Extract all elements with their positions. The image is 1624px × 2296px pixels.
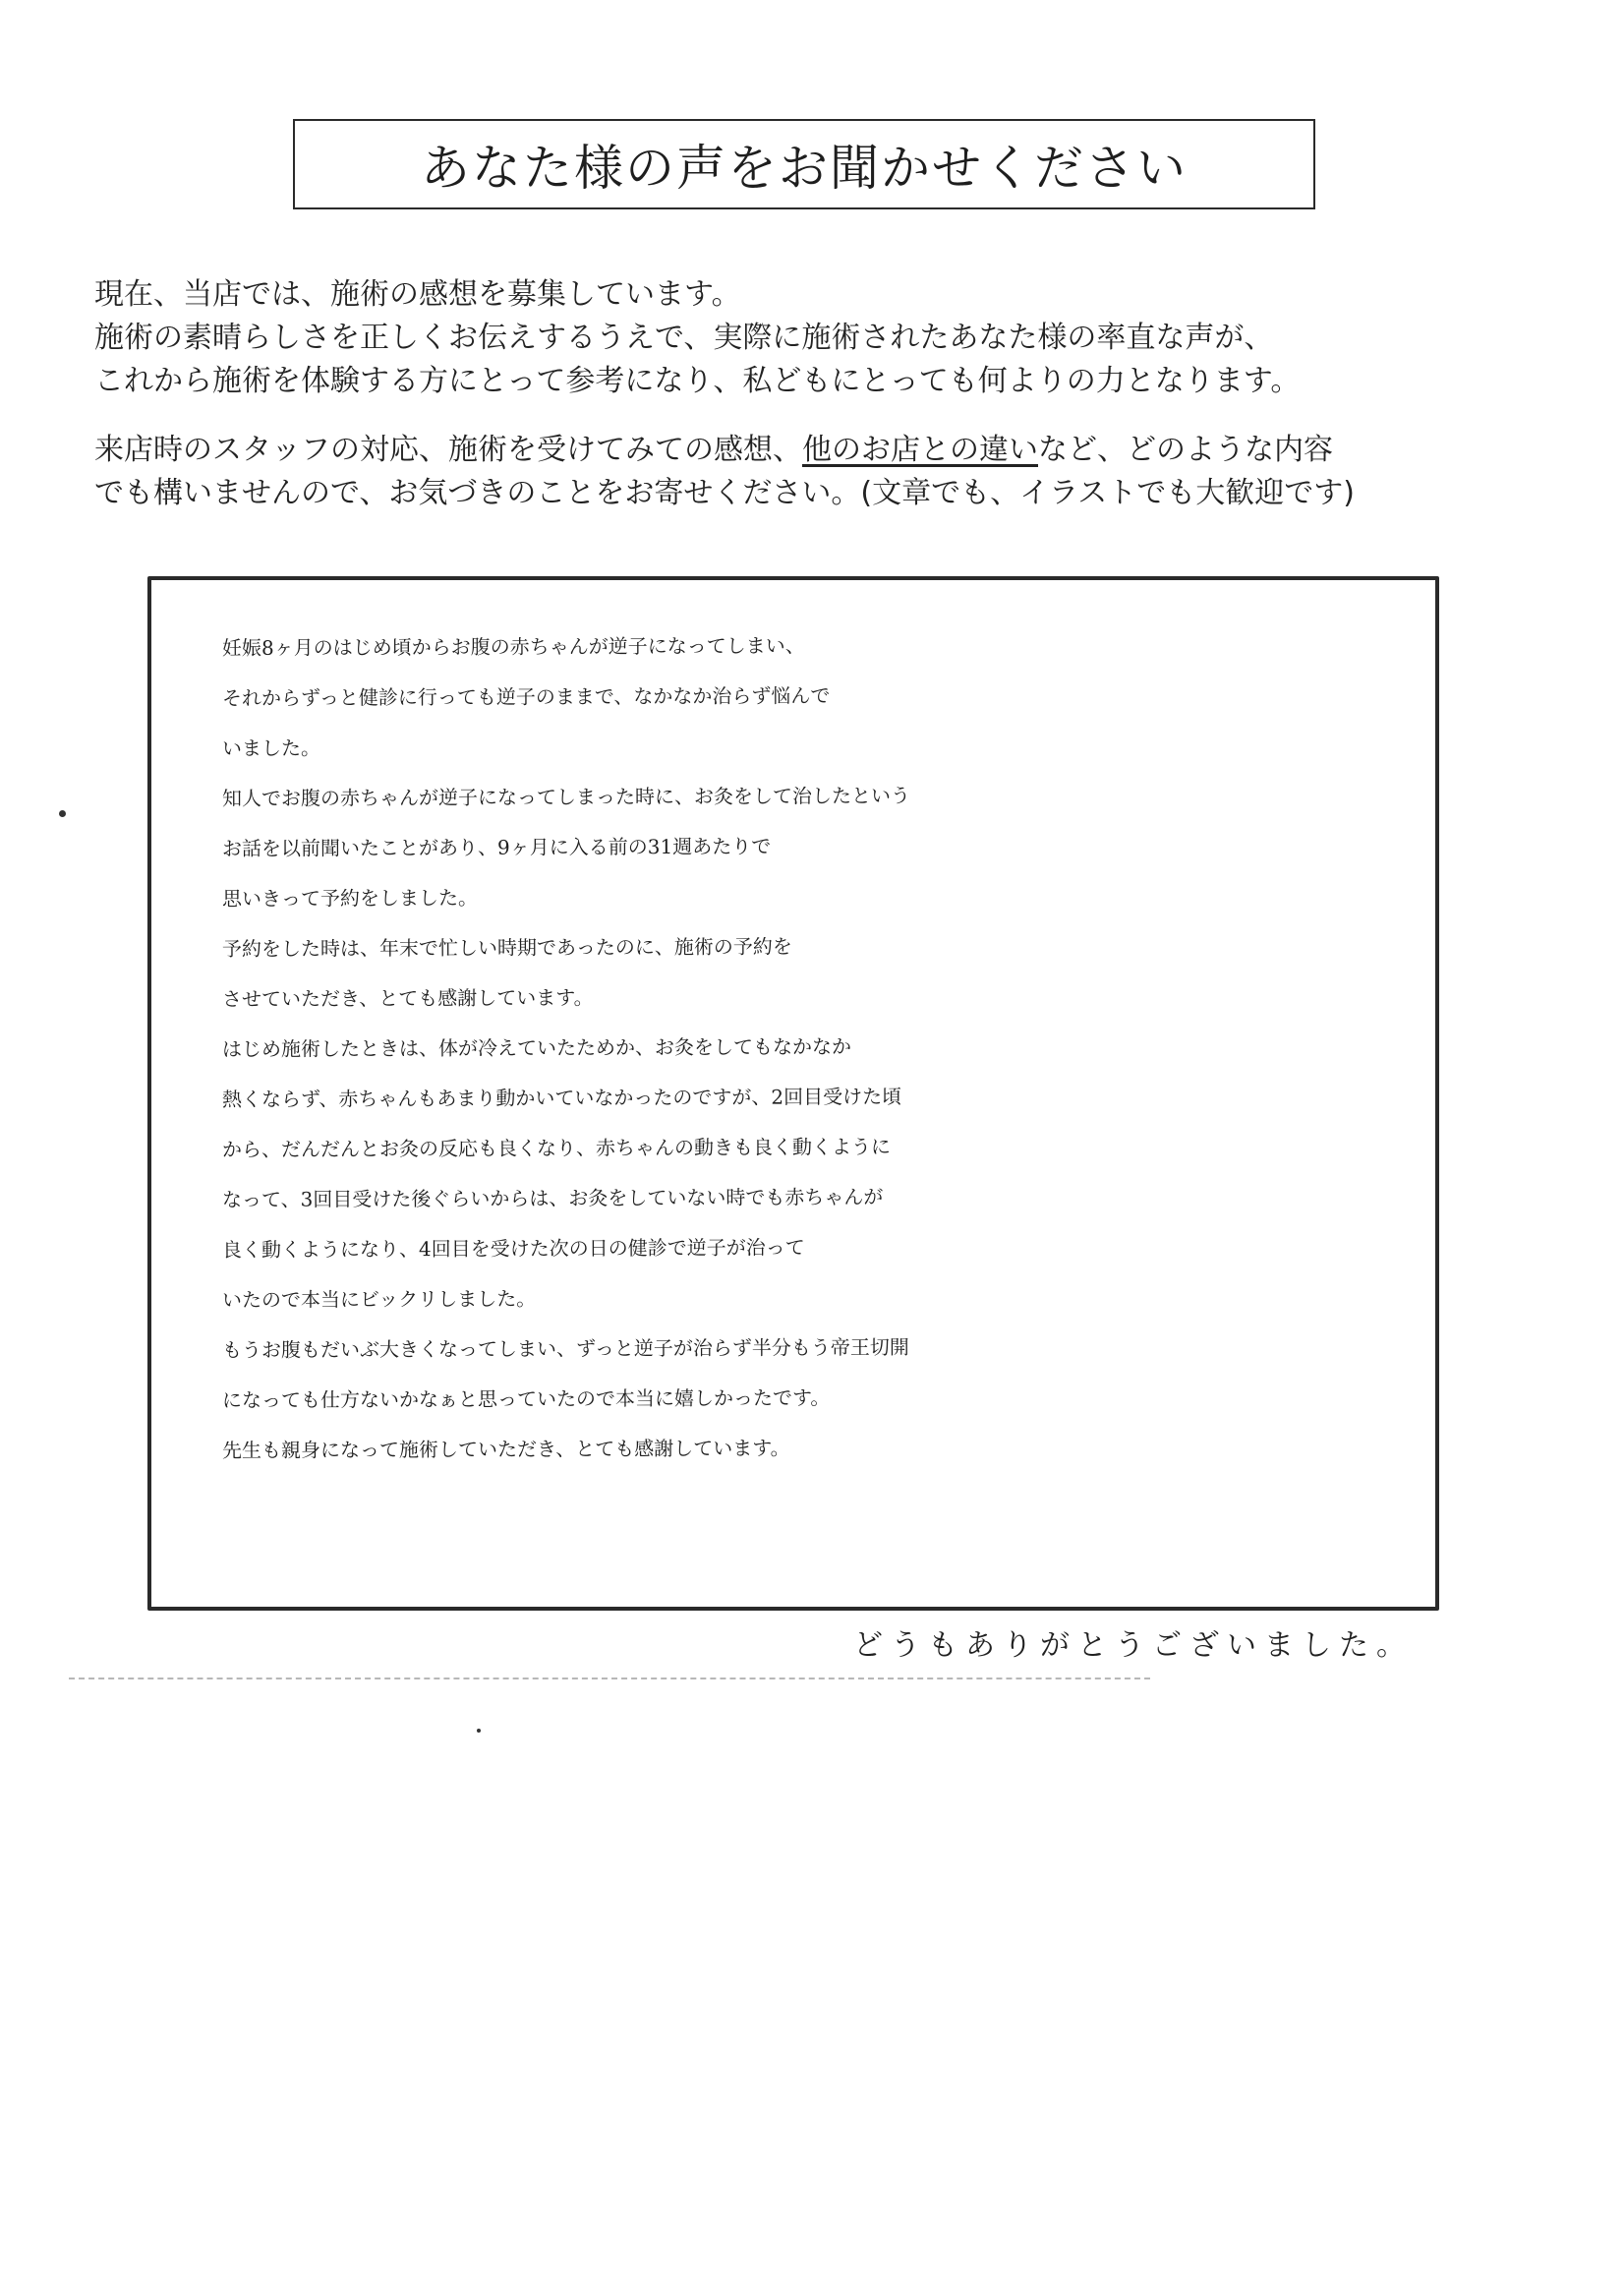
handwritten-line: 思いきって予約をしました。 [221,885,479,911]
handwritten-line: はじめ施術したときは、体が冷えていたためか、お灸をしてもなかなか [221,1034,852,1061]
handwritten-text [222,623,1431,1476]
scan-artifact-line [69,1678,1150,1679]
handwritten-line: もうお腹もだいぶ大きくなってしまい、ずっと逆子が治らず半分もう帝王切開 [221,1334,909,1362]
handwritten-line: 先生も親身になって施術していただき、とても感謝しています。 [221,1436,790,1462]
scan-speck [477,1729,481,1733]
handwritten-line: 予約をした時は、年末で忙しい時期であったのに、施術の予約を [221,934,792,961]
handwritten-line: させていただき、とても感謝しています。 [221,985,594,1011]
title-box [293,119,1315,209]
handwritten-line: なって、3回目受けた後ぐらいからは、お灸をしていない時でも赤ちゃんが [221,1185,884,1211]
intro-line: 現在、当店では、施術の感想を募集しています。 [94,277,741,312]
handwritten-line: になっても仕方ないかなぁと思っていたので本当に嬉しかったです。 [221,1385,831,1412]
intro-text [94,273,1549,515]
underlined-phrase: 他のお店との違い [802,433,1038,467]
intro-text-span: 来店時のスタッフの対応、施術を受けてみての感想、 [94,433,802,467]
intro-text-span: など、どのような内容 [1038,433,1333,467]
handwritten-line: 妊娠8ヶ月のはじめ頃からお腹の赤ちゃんが逆子になってしまい、 [221,633,805,660]
intro-line [94,429,1549,472]
handwritten-line: それからずっと健診に行っても逆子のままで、なかなか治らず悩んで [221,683,831,710]
handwritten-line: いたので本当にビックリしました。 [221,1286,537,1312]
page-title: あなた様の声をお聞かせください [421,140,1188,197]
intro-line: 施術の素晴らしさを正しくお伝えするうえで、実際に施術されたあなた様の率直な声が、 [94,321,1274,355]
handwritten-line: 良く動くようになり、4回目を受けた次の日の健診で逆子が治って [221,1235,805,1262]
handwritten-closing: どうもありがとうございました。 [853,1628,1414,1663]
scan-speck [59,810,66,817]
intro-line: これから施術を体験する方にとって参考になり、私どもにとっても何よりの力となります。 [94,364,1301,398]
handwritten-line: 知人でお腹の赤ちゃんが逆子になってしまった時に、お灸をして治したという [221,783,911,810]
handwritten-line: お話を以前聞いたことがあり、9ヶ月に入る前の31週あたりで [221,834,772,860]
intro-line: でも構いませんので、お気づきのことをお寄せください。(文章でも、イラストでも大歓迎です) [94,476,1355,510]
handwritten-response-box [147,576,1439,1611]
handwritten-line: 熱くならず、赤ちゃんもあまり動かいていなかったのですが、2回目受けた頃 [221,1084,902,1111]
handwritten-line: いました。 [221,736,321,760]
handwritten-line: から、だんだんとお灸の反応も良くなり、赤ちゃんの動きも良く動くように [221,1135,892,1161]
